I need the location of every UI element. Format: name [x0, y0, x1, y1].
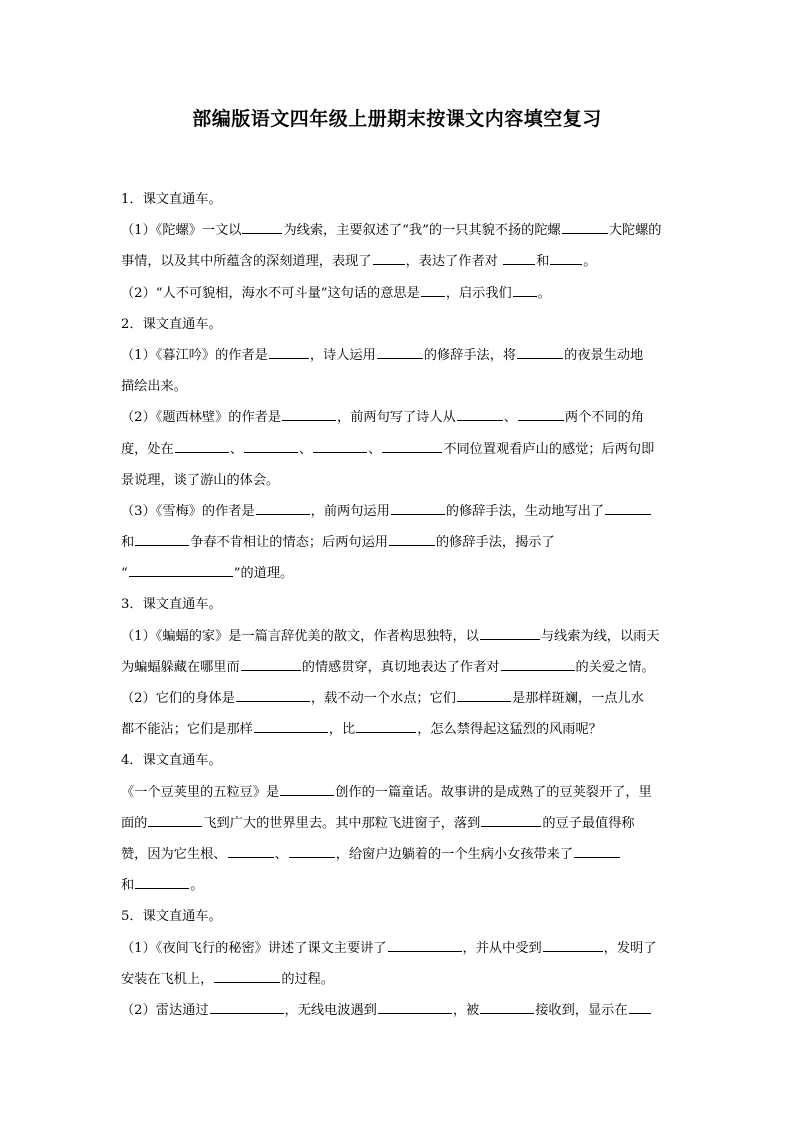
question-text: ，前两句运用	[310, 503, 390, 519]
question-line	[121, 683, 677, 714]
question-text: ，比	[328, 722, 356, 738]
fill-blank[interactable]	[457, 687, 511, 702]
question-line	[121, 839, 677, 870]
question-text: 的夜景生动地	[564, 347, 644, 363]
question-text: 、	[503, 410, 517, 426]
question-line	[121, 496, 677, 527]
question-text: （3）《雪梅》的作者是	[121, 503, 255, 519]
fill-blank[interactable]	[148, 812, 202, 827]
fill-blank[interactable]	[228, 843, 274, 858]
question-text: 和	[536, 254, 550, 270]
question-text: 面的	[121, 815, 148, 831]
fill-blank[interactable]	[389, 531, 435, 546]
question-line	[121, 340, 677, 371]
question-text: 和	[121, 535, 135, 551]
fill-blank[interactable]	[242, 219, 282, 234]
question-text: 不同位置观看庐山的感觉；后两句即	[443, 441, 655, 457]
section-heading: 1．课文直通车。	[121, 192, 222, 207]
question-text: （1）《蝙蝠的家》是一篇言辞优美的散文，作者构思独特，以	[121, 628, 479, 644]
fill-blank[interactable]	[356, 718, 416, 733]
question-text: 争春不肯相让的情态；后两句运用	[190, 535, 388, 551]
fill-blank[interactable]	[236, 687, 310, 702]
question-text: 的修辞手法，揭示了	[436, 535, 555, 551]
fill-blank[interactable]	[175, 438, 229, 453]
question-text: （2）雷达通过	[121, 1002, 209, 1018]
question-text: 两个不同的角	[564, 410, 645, 426]
question-text: ，发明了	[603, 940, 657, 956]
fill-blank[interactable]	[517, 344, 563, 359]
question-text: 《一个豆荚里的五粒豆》是	[121, 784, 280, 800]
question-line	[121, 777, 677, 808]
question-text: （1）《暮江吟》的作者是	[121, 347, 268, 363]
question-text: 、	[368, 441, 382, 457]
question-line	[121, 933, 677, 964]
question-text: 。	[190, 878, 204, 894]
question-text: ，载不动一个水点；它们	[310, 691, 456, 706]
fill-blank[interactable]	[480, 625, 540, 640]
fill-blank[interactable]	[550, 250, 582, 265]
question-text: ，给窗户边躺着的一个生病小女孩带来了	[335, 846, 574, 862]
question-text: 接收到，显示在	[535, 1002, 628, 1018]
question-text: 的情感贯穿，真切地表达了作者对	[301, 659, 500, 675]
section-heading: 2．课文直通车。	[121, 316, 222, 332]
question-text: （2）《题西林壁》的作者是	[121, 410, 282, 426]
question-text: ，怎么禁得起这猛烈的风雨呢？	[417, 722, 602, 738]
fill-blank[interactable]	[574, 843, 620, 858]
question-text: ，被	[452, 1002, 480, 1018]
document-body	[121, 184, 677, 1026]
fill-blank[interactable]	[373, 250, 405, 265]
question-text: 的豆子最值得称	[542, 815, 635, 831]
fill-blank[interactable]	[481, 812, 541, 827]
question-text: 度，处在	[121, 441, 174, 457]
question-text: 飞到广大的世界里去。其中那粒飞进窗子，落到	[203, 815, 481, 831]
question-text: 的修辞手法，将	[423, 347, 517, 363]
fill-blank[interactable]	[518, 406, 564, 421]
question-text: （1）《陀螺》一文以	[121, 223, 242, 239]
fill-blank[interactable]	[313, 438, 367, 453]
question-text: 。	[537, 285, 551, 301]
question-line	[121, 246, 677, 277]
question-line	[121, 870, 677, 901]
question-text: 和	[121, 878, 135, 894]
fill-blank[interactable]	[388, 937, 462, 952]
fill-blank[interactable]	[135, 531, 189, 546]
question-line	[121, 808, 677, 839]
question-line	[121, 995, 677, 1026]
question-line	[121, 558, 677, 589]
question-text: 事情，以及其中所蕴含的深刻道理，表现了	[121, 254, 372, 270]
question-line	[121, 964, 677, 995]
question-text: ，表达了作者对	[405, 254, 498, 270]
question-line	[121, 434, 677, 465]
section-heading: 3．课文直通车。	[121, 597, 222, 613]
question-text: （1）《夜间飞行的秘密》讲述了课文主要讲了	[121, 940, 387, 956]
question-text: （2）“人不可貌相，海水不可斗量”这句话的意思是	[121, 285, 420, 301]
section-heading: 5．课文直通车。	[121, 909, 222, 925]
fill-blank[interactable]	[282, 406, 336, 421]
fill-blank[interactable]	[501, 656, 575, 671]
question-line: 描绘出来。	[121, 379, 187, 395]
fill-blank[interactable]	[457, 406, 503, 421]
question-line	[121, 621, 677, 652]
question-text: ，前两句写了诗人从	[337, 410, 456, 426]
fill-blank[interactable]	[210, 999, 284, 1014]
question-text: ，并从中受到	[462, 940, 542, 956]
question-text: 为蝙蝠躲藏在哪里而	[121, 659, 240, 675]
question-text: ，启示我们	[445, 285, 512, 301]
fill-blank[interactable]	[421, 282, 445, 297]
fill-blank[interactable]	[280, 781, 334, 796]
page-title: 部编版语文四年级上册期末按课文内容填空复习	[192, 108, 602, 130]
question-text: 、	[229, 441, 243, 457]
fill-blank[interactable]	[629, 999, 651, 1014]
question-line	[121, 652, 677, 683]
fill-blank[interactable]	[269, 344, 309, 359]
fill-blank[interactable]	[391, 500, 445, 515]
fill-blank[interactable]	[254, 718, 328, 733]
question-text: 的修辞手法，生动地写出了	[445, 503, 605, 519]
question-text: ，诗人运用	[309, 347, 376, 363]
fill-blank[interactable]	[377, 344, 423, 359]
fill-blank[interactable]	[562, 219, 608, 234]
question-line	[121, 527, 677, 558]
question-text: “	[121, 566, 128, 582]
question-text: 的关爱之情。	[575, 659, 655, 675]
question-text: 、	[274, 846, 288, 862]
question-line	[121, 402, 677, 433]
question-text: （2）它们的身体是	[121, 691, 235, 706]
section-heading: 4．课文直通车。	[121, 753, 222, 769]
question-text: ，无线电波遇到	[284, 1002, 377, 1018]
fill-blank[interactable]	[513, 282, 537, 297]
question-text: 与线索为线，以雨天	[540, 628, 660, 644]
fill-blank[interactable]	[605, 500, 651, 515]
fill-blank[interactable]	[503, 250, 535, 265]
question-text: 的过程。	[281, 971, 335, 987]
question-text: 是那样斑斓，一点儿水	[511, 691, 644, 706]
fill-blank[interactable]	[480, 999, 534, 1014]
question-text: 大陀螺的	[608, 223, 662, 239]
question-line	[121, 215, 677, 246]
fill-blank[interactable]	[129, 562, 233, 577]
question-text: ”的道理。	[233, 566, 294, 582]
question-text: 赞，因为它生根、	[121, 846, 227, 862]
question-text: 都不能沾；它们是那样	[121, 722, 253, 738]
fill-blank[interactable]	[214, 968, 280, 983]
fill-blank[interactable]	[241, 656, 301, 671]
fill-blank[interactable]	[256, 500, 310, 515]
question-text: 为线索，主要叙述了“我”的一只其貌不扬的陀螺	[283, 223, 561, 239]
fill-blank[interactable]	[378, 999, 452, 1014]
question-text: 、	[298, 441, 313, 457]
question-text: 安装在飞机上，	[121, 971, 214, 987]
question-line	[121, 714, 677, 745]
fill-blank[interactable]	[289, 843, 335, 858]
question-line: 景说理，谈了游山的体会。	[121, 472, 280, 488]
fill-blank[interactable]	[135, 874, 189, 889]
question-line	[121, 278, 677, 309]
question-text: 创作的一篇童话。故事讲的是成熟了的豆荚裂开了，里	[335, 784, 652, 800]
fill-blank[interactable]	[543, 937, 603, 952]
fill-blank[interactable]	[382, 438, 442, 453]
fill-blank[interactable]	[244, 438, 298, 453]
question-text: 。	[583, 254, 597, 270]
